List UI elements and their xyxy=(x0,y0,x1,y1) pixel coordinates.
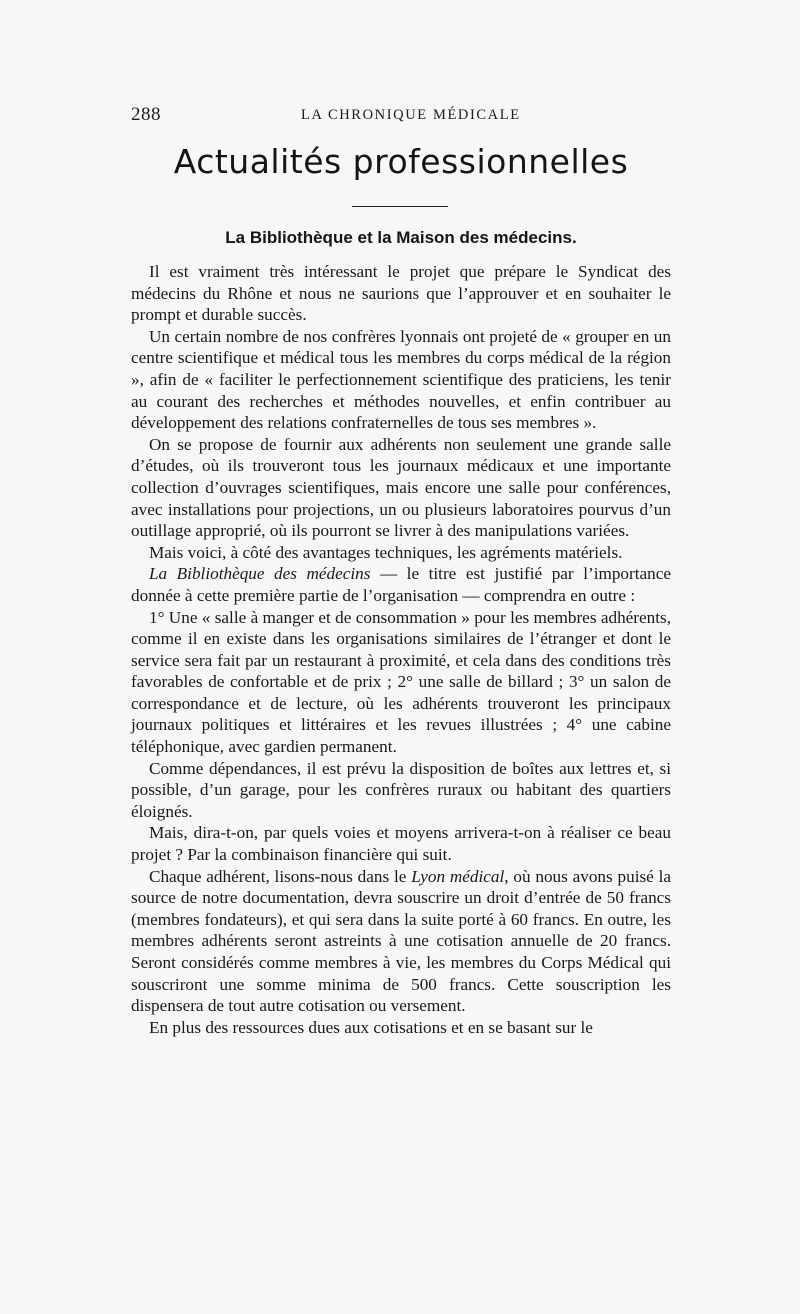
paragraph-7-text: Comme dépendances, il est prévu la disposition de boîtes aux lettres et, si possible, d’un garage, pour les confrères ruraux ou habitant des quartiers éloignés. xyxy=(131,758,671,821)
paragraph-9 xyxy=(131,866,671,1017)
paragraph-2 xyxy=(131,326,671,434)
paragraph-1 xyxy=(131,261,671,326)
paragraph-9-italic: Lyon médical xyxy=(411,866,505,886)
running-head xyxy=(131,104,671,128)
paragraph-5-italic-lead: La Bibliothèque des médecins xyxy=(149,564,371,584)
paragraph-2-text: Un certain nombre de nos confrères lyonnais ont projeté de « grouper en un centre scientifique et médical tous les membres du corps médical de la région », afin de « faciliter le perfectionnement scientifique des praticiens, les tenir au courant des recherches et méthodes nouvelles, et enfin contribuer au développement des relations confraternelles de tous ses membres ». xyxy=(131,326,671,433)
paragraph-3 xyxy=(131,434,671,542)
paragraph-7 xyxy=(131,758,671,823)
paragraph-6 xyxy=(131,607,671,758)
article-body xyxy=(131,261,671,1038)
paragraph-8-text: Mais, dira-t-on, par quels voies et moyens arrivera-t-on à réaliser ce beau projet ? Par la combinaison financière qui suit. xyxy=(131,823,671,865)
journal-name: LA CHRONIQUE MÉDICALE xyxy=(301,107,521,123)
paragraph-10-text: En plus des ressources dues aux cotisations et en se basant sur le xyxy=(149,1017,593,1037)
paragraph-10 xyxy=(131,1017,671,1039)
paragraph-8 xyxy=(131,822,671,865)
paragraph-4-text: Mais voici, à côté des avantages techniques, les agréments matériels. xyxy=(149,542,623,562)
paragraph-4 xyxy=(131,542,671,564)
paragraph-9-text: Chaque adhérent, lisons-nous dans le xyxy=(149,866,412,886)
page-number: 288 xyxy=(131,104,161,125)
section-title: Actualités professionnelles xyxy=(173,142,629,181)
paragraph-6-text: 1° Une « salle à manger et de consommation » pour les membres adhérents, comme il en existe dans les organisations similaires de l’étranger et dont le service sera fait par un restaurant à proximité, et cela dans des conditions très favorables de confortable et de prix ; 2° une salle de billard ; 3° un salon de correspondance et de lecture, où les adhérents trouveront les principaux journaux politiques et littéraires et les revues illustrées ; 4° une cabine téléphonique, avec gardien permanent. xyxy=(131,607,671,757)
title-rule xyxy=(352,206,448,207)
paragraph-1-text: Il est vraiment très intéressant le projet que prépare le Syndicat des médecins du Rhône et nous ne saurions que l’approuver et en souhaiter le prompt et durable succès. xyxy=(131,262,671,325)
paragraph-5-text: — le titre est justifié par l’importance donnée à cette première partie de l’organisation — comprendra en outre : xyxy=(131,564,671,605)
paragraph-5 xyxy=(131,563,671,606)
paragraph-9-text-after: , où nous avons puisé la source de notre documentation, devra souscrire un droit d’entrée de 50 francs (membres fondateurs), et qui sera dans la suite porté à 60 francs. En outre, les membres adhérents seront astreints à une cotisation annuelle de 20 francs. Seront considérés comme membres à vie, les membres du Corps Médical qui souscriront une somme minima de 500 francs. Cette souscription les dispensera de tout autre cotisation ou versement. xyxy=(131,866,671,1016)
article-subtitle: La Bibliothèque et la Maison des médecins. xyxy=(225,228,577,247)
paragraph-3-text: On se propose de fournir aux adhérents non seulement une grande salle d’études, où ils trouveront tous les journaux médicaux et une importante collection d’ouvrages scientifiques, mais encore une salle pour conférences, avec installations pour projections, un ou plusieurs laboratoires pourvus d’un outillage approprié, où ils pourront se livrer à des manipulations variées. xyxy=(131,434,671,541)
